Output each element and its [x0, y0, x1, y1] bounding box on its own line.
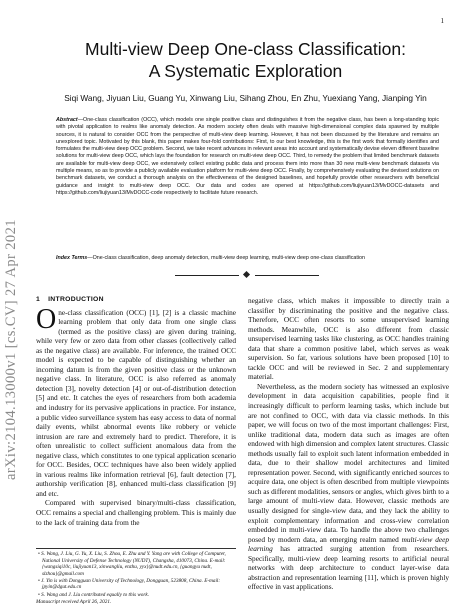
right-paragraph-2: [248, 382, 449, 592]
intro-paragraph-2: Compared with supervised binary/multi-class classification, OCC remains a special and challenging problem. This is mainly due to the lack of training data from the: [36, 498, 236, 527]
right-paragraph-2-emphasis: multi-view deep learning: [248, 534, 449, 554]
footnote-item: • J. Yin is with Dongguan University of Technology, Dongguan, 523808, China. E-mail: jpyin@dgut.edu.cn: [38, 577, 221, 591]
index-terms-text: —One-class classification, deep anomaly detection, multi-view deep learning, multi-view deep one-class classification: [87, 255, 366, 261]
page-number: 1: [440, 17, 444, 25]
footnotes: [36, 548, 236, 606]
abstract-text: —One-class classification (OCC), which models one single positive class and distinguishes it from the negative class, has been a long-standing topic with pivotal application to realms like anomaly detection. As modern society often deals with massive high-dimensional complex data spawned by multiple sources, it is natural to consider OCC from the perspective of multi-view deep learning. However, it has not been discussed by the literature and remains an unexplored topic. Motivated by this blank, this paper makes four-fold contributions: First, to our best knowledge, this is the first work that formally identifies and formulates the multi-view deep OCC problem. Second, we take recent advances in relevant areas into account and systematically devise eleven different baseline solutions for multi-view deep OCC, which lays the foundation for research on multi-view deep OCC. Third, to remedy the problem that limited benchmark datasets are available for multi-view deep OCC, we extensively collect existing public data and process them into more than 30 new multi-view benchmark datasets via multiple means, so as to provide a publicly available evaluation platform for multi-view deep OCC. Finally, by comprehensively evaluating the devised solutions on benchmark datasets, we conduct a thorough analysis on the effectiveness of the designed baselines, and hopefully provide other researchers with beneficial guidance and insight to multi-view deep OCC. Our data and codes are opened at https://github.com/liujiyuan13/MvDOCC-datasets and https://github.com/liujiyuan13/MvDOCC-code respectively to facilitate future research.: [56, 117, 439, 196]
section-title: INTRODUCTION: [48, 296, 104, 303]
divider-line-right: [255, 275, 319, 276]
drop-cap: O: [36, 303, 57, 335]
section-number: 1: [36, 296, 41, 303]
right-column: [248, 296, 449, 592]
author-list: Siqi Wang, Jiyuan Liu, Guang Yu, Xinwang Liu, Sihang Zhou, En Zhu, Yuexiang Yang, Jianping Yin: [64, 93, 427, 103]
section-divider: [175, 272, 319, 278]
abstract-label: Abstract: [56, 117, 78, 123]
divider-diamond-icon: [243, 271, 250, 278]
footnote-item: • S. Wang and J. Liu contributed equally to this work.: [38, 591, 150, 598]
manuscript-note: Manuscript received April 26, 2021.: [36, 598, 112, 605]
footnote-item: • S. Wang, J. Liu, G. Yu, X. Liu, S. Zhou, E. Zhu and Y. Yang are with College of Computer, National University of Defense Technology (NUDT), Changsha, 410073, China. E-mail: {wangsiqi10c, liujiyuan13, xinwangliu, enzhu, yyx}@nudt.edu.cn, {guangyu nudt, slzhou}@gmail.com: [38, 551, 226, 577]
right-paragraph-2-end: has attracted surging attention from researchers. Specifically, multi-view deep learning resorts to artificial neural networks with deep architecture to conduct layer-wise data abstraction and representation learning [11], which is proven highly effective in vast applications.: [248, 544, 449, 592]
footnote-text: J. Yin is with Dongguan University of Technology, Dongguan, 523808, China. E-mail: jpyin@dgut.edu.cn: [41, 577, 221, 591]
index-terms: [56, 255, 439, 262]
arxiv-identifier[interactable]: arXiv:2104.13000v1 [cs.CV] 27 Apr 2021: [3, 219, 19, 481]
right-paragraph-1: negative class, which makes it impossible to directly train a classifier by discriminating the positive and the negative class. Therefore, OCC often resorts to some unsupervised learning methods. Meanwhile, OCC is also different from classic unsupervised learning tasks like clustering, as OCC handles training data that share a common positive label, which serves as weak supervision. So far, various solutions have been proposed [10] to tackle OCC and will be reviewed in Sec. 2 and supplementary material.: [248, 296, 449, 382]
intro-paragraph-1-text: ne-class classification (OCC) [1], [2] is a classic machine learning problem that only data from one single class (termed as the positive class) are given during training, while very few or zero data from other classes (collectively called as the negative class) are available. For inference, the trained OCC model is expected to be capable of distinguishing whether an incoming datum is from the given positive class or the unknown negative class. In literature, OCC is also referred as anomaly detection [3], novelty detection [4] or out-of-distribution detection [5] and etc. It catches the eyes of researchers from both academia and industry for its pervasive applications in practice. For instance, a public video surveillance system has easy access to data of normal daily events, whilst abnormal events like robbery or vehicle intrusion are rare and extremely hard to predict. Therefore, it is often unrealistic to collect sufficient anomalous data from the negative class, which constitutes to one typical application scenario for OCC. Besides, OCC techniques have also been widely applied in various realms like information retrieval [6], fault detection [7], authorship verification [8], enhanced multi-class classification [9] and etc.: [36, 307, 236, 498]
footnote-text: S. Wang and J. Liu contributed equally to this work.: [41, 591, 150, 598]
intro-paragraph-1: [36, 303, 236, 499]
section-heading: [36, 295, 236, 305]
footnote-rule: [36, 548, 236, 549]
right-paragraph-2-text: Nevertheless, as the modern society has witnessed an explosive development in data acquisition capabilities, people find it increasingly difficult to perform learning tasks, which include but are not confined to OCC, with data via classic methods. In this paper, we will focus on two of the most important challenges: First, unlike traditional data, modern data such as images are often endowed with high dimension and complex latent structures. Classic methods usually fail to exploit such latent information embedded in data, due to their shallow model architectures and limited representation power. Second, with significantly enriched sources to acquire data, one object is often described from multiple viewpoints such as different modalities, sensors or angles, which gives birth to a large amount of multi-view data. However, classic methods are usually designed for single-view data, and they lack the ability to exploit complementary information and cross-view correlation embedded in multi-view data. To handle the above two challenges posed by modern data, an emerging realm named: [248, 381, 449, 544]
footnote-text: S. Wang, J. Liu, G. Yu, X. Liu, S. Zhou, E. Zhu and Y. Yang are with College of Computer, National University of Defense Technology (NUDT), Changsha, 410073, China. E-mail: {wangsiqi10c, liujiyuan13, xinwangliu, enzhu, yyx}@nudt.edu.cn, {guangyu nudt, slzhou}@gmail.com: [41, 551, 226, 577]
title-line-2: A Systematic Exploration: [148, 61, 343, 81]
paper-title: [38, 38, 453, 82]
abstract: [56, 117, 439, 197]
title-line-1: Multi-view Deep One-class Classification:: [85, 39, 406, 59]
divider-line-left: [175, 275, 239, 276]
index-terms-label: Index Terms: [56, 255, 88, 261]
left-column: [36, 295, 236, 527]
